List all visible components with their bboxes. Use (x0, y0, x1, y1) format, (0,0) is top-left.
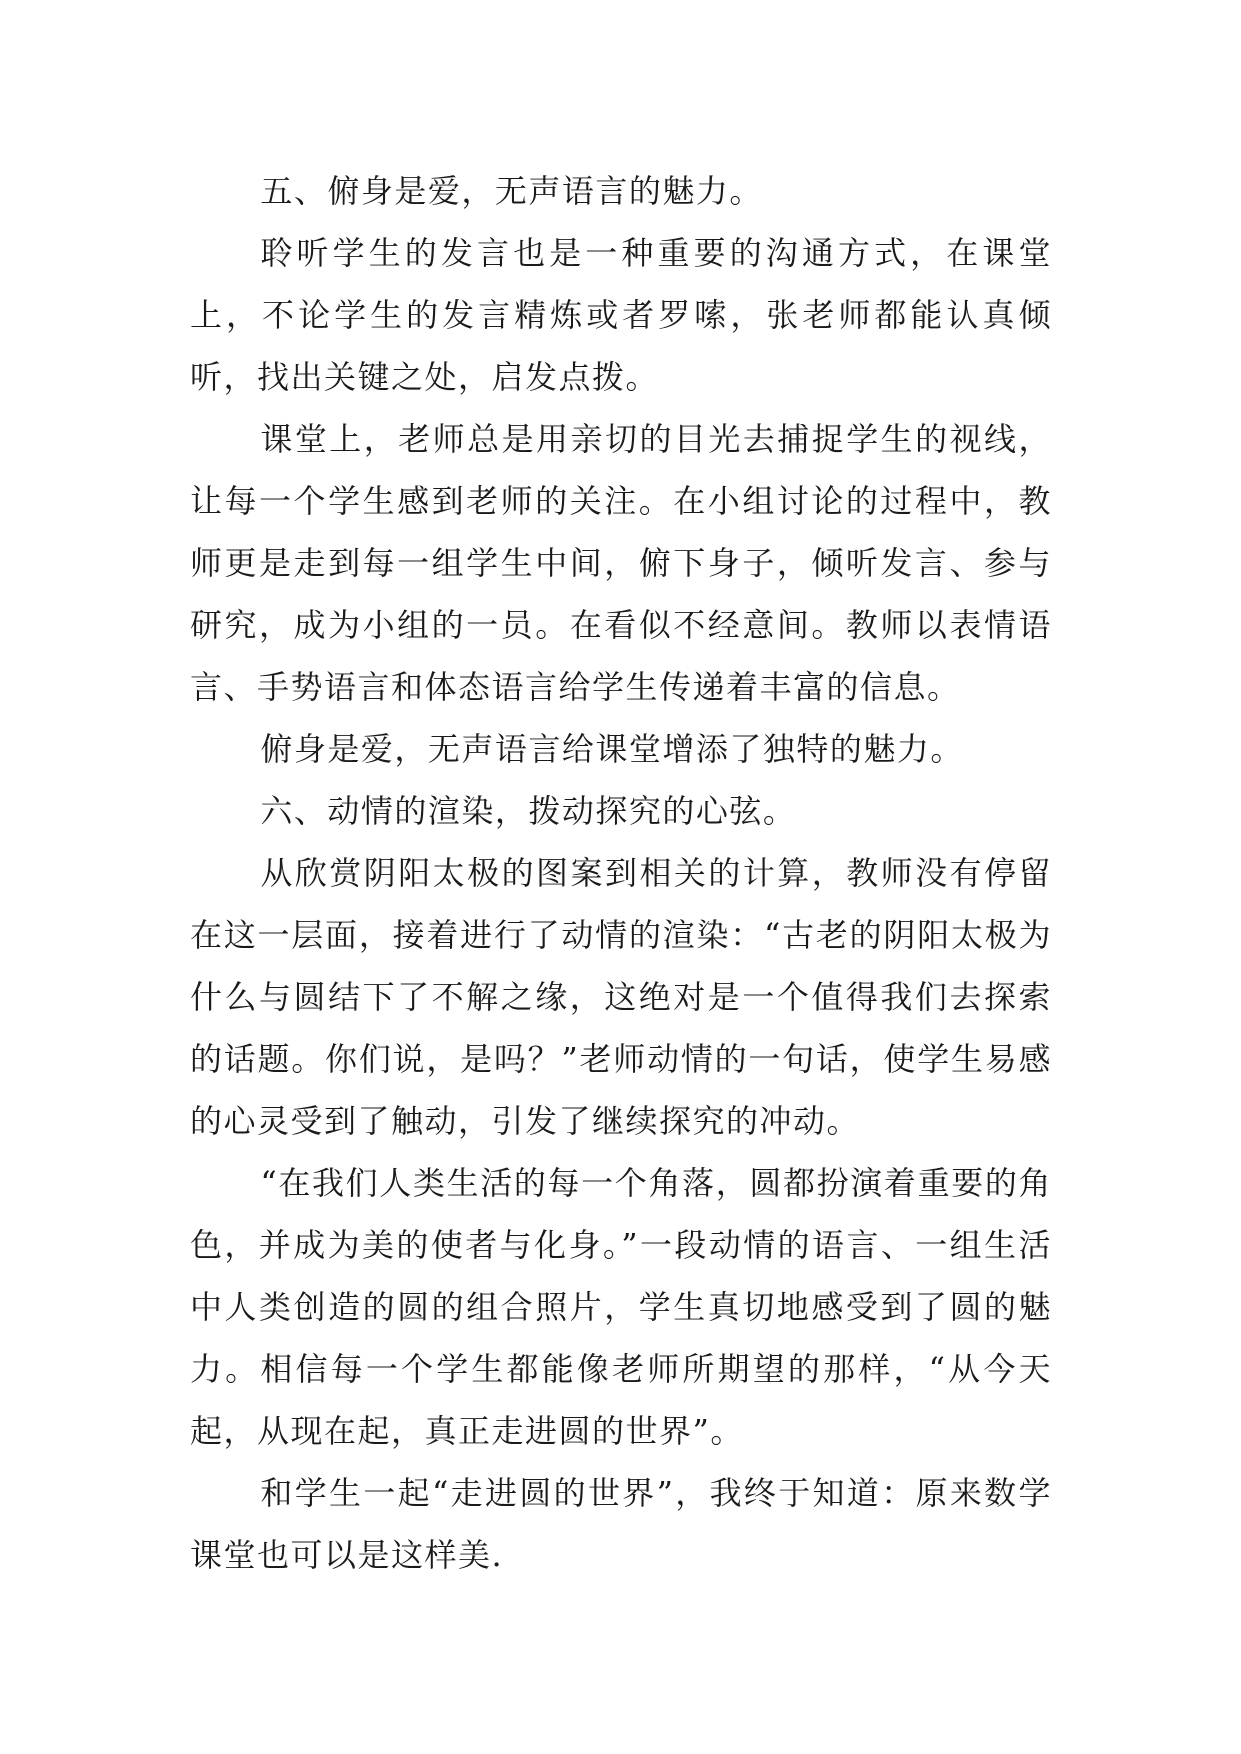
section-heading-6: 六、动情的渲染，拨动探究的心弦。 (260, 792, 797, 830)
paragraph-circle-world: “在我们人类生活的每一个角落，圆都扮演着重要的角色，并成为美的使者与化身。”一段动情的语言、一组生活中人类创造的圆的组合照片，学生真切地感受到了圆的魅力。相信每一个学生都能像老师所期望的那样，“从今天起，从现在起，真正走进圆的世界”。 (190, 1164, 1052, 1450)
paragraph-conclusion: 和学生一起“走进圆的世界”，我终于知道：原来数学课堂也可以是这样美. (190, 1474, 1052, 1574)
paragraph-listening: 聆听学生的发言也是一种重要的沟通方式，在课堂上，不论学生的发言精炼或者罗嗦，张老师都能认真倾听，找出关键之处，启发点拨。 (190, 234, 1052, 396)
document-body (190, 160, 1052, 1586)
paragraph-taiji: 从欣赏阴阳太极的图案到相关的计算，教师没有停留在这一层面，接着进行了动情的渲染：“古老的阴阳太极为什么与圆结下了不解之缘，这绝对是一个值得我们去探索的话题。你们说，是吗？”老师动情的一句话，使学生易感的心灵受到了触动，引发了继续探究的冲动。 (190, 854, 1052, 1140)
paragraph-classroom-attention: 课堂上，老师总是用亲切的目光去捕捉学生的视线，让每一个学生感到老师的关注。在小组讨论的过程中，教师更是走到每一组学生中间，俯下身子，倾听发言、参与研究，成为小组的一员。在看似不经意间。教师以表情语言、手势语言和体态语言给学生传递着丰富的信息。 (190, 420, 1052, 706)
paragraph-summary-5: 俯身是爱，无声语言给课堂增添了独特的魅力。 (260, 730, 964, 768)
section-heading-5: 五、俯身是爱，无声语言的魅力。 (260, 172, 763, 210)
